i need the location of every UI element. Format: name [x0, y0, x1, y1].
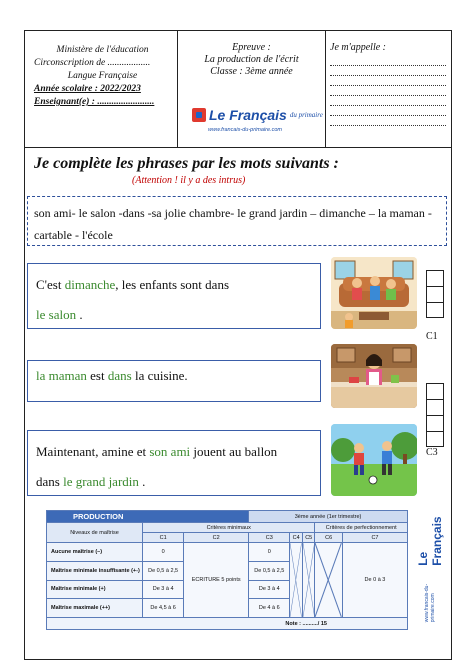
circonscription: Circonscription de ..................	[34, 58, 151, 68]
s3-text-3: dans	[36, 474, 64, 489]
row-c1: De 4,5 à 6	[143, 599, 184, 618]
s1-answer-2: le salon	[36, 307, 77, 322]
s2-answer-2: dans	[107, 368, 132, 383]
row-label: Aucune maîtrise (–)	[47, 543, 143, 562]
sentence-3	[27, 430, 321, 496]
subject: Langue Française	[67, 71, 138, 81]
s3-text: Maintenant, amine et	[36, 444, 150, 459]
s3-answer-1: son ami	[149, 444, 191, 459]
s2-answer-1: la maman	[36, 368, 87, 383]
s2-text: est	[86, 368, 108, 383]
exam-info	[178, 30, 326, 147]
s1-end: .	[76, 307, 83, 322]
grading-trimester: 3ème année (1er trimestre)	[249, 511, 408, 523]
minimal-criteria: Critères minimaux	[143, 523, 315, 533]
brand-logo	[192, 107, 323, 133]
logo-small: du primaire	[289, 111, 323, 119]
exam-label: Epreuve :	[232, 42, 271, 53]
crossed-cell-c5	[302, 543, 315, 618]
score-note[interactable]: Note : ........../ 15	[47, 618, 408, 630]
exercise-title: Je complète les phrases par les mots suivants :	[34, 155, 339, 172]
row-c3: 0	[249, 543, 290, 562]
name-label: Je m'appelle :	[330, 42, 387, 53]
teacher: Enseignant(e) : ........................	[34, 97, 155, 107]
s3-end: .	[138, 474, 146, 489]
garden-football-illustration	[331, 424, 417, 496]
logo-url: www.francais-du-primaire.com	[208, 127, 282, 133]
exercise-warning: (Attention ! il y a des intrus)	[132, 175, 246, 186]
col-c7: C7	[342, 533, 407, 543]
criteria-boxes-2[interactable]	[426, 383, 444, 447]
row-label: Maîtrise maximale (++)	[47, 599, 143, 618]
crossed-cell-c4	[290, 543, 303, 618]
c2-writing: ECRITURE 5 points	[184, 543, 249, 618]
sentence-1	[27, 263, 321, 329]
logo-icon	[192, 108, 206, 122]
perfection-criteria: Critères de perfectionnement	[315, 523, 408, 533]
school-info	[24, 30, 178, 147]
col-c4: C4	[290, 533, 303, 543]
row-label: Maîtrise minimale insuffisante (+-)	[47, 561, 143, 580]
c7-range: De 0 à 3	[342, 543, 407, 618]
row-c3: De 4 à 6	[249, 599, 290, 618]
side-brand-logo	[416, 512, 444, 622]
row-c3: De 0,5 à 2,5	[249, 561, 290, 580]
s1-text-2: , les enfants sont dans	[115, 277, 229, 292]
grading-title: PRODUCTION	[47, 511, 249, 523]
s1-answer-1: dimanche	[64, 277, 116, 292]
s2-end: la cuisine.	[131, 368, 188, 383]
col-c2: C2	[184, 533, 249, 543]
criteria-boxes-1[interactable]	[426, 270, 444, 318]
grading-table	[46, 510, 408, 630]
s3-answer-2: le grand jardin	[63, 474, 139, 489]
row-c1: De 0,5 à 2,5	[143, 561, 184, 580]
exam-name: La production de l'écrit	[204, 54, 299, 65]
row-c1: 0	[143, 543, 184, 562]
school-year: Année scolaire : 2022/2023	[34, 84, 141, 94]
word-bank: son ami- le salon -dans -sa jolie chambre- le grand jardin – dimanche – la maman -cartable - l'école	[27, 196, 447, 246]
criterion-label-c1: C1	[426, 331, 438, 342]
col-c6: C6	[315, 533, 342, 543]
header	[24, 30, 452, 148]
s1-text: C'est	[36, 277, 65, 292]
crossed-cell-c6	[315, 543, 342, 618]
ministry: Ministère de l'éducation	[56, 45, 149, 55]
row-c3: De 3 à 4	[249, 580, 290, 599]
side-logo-url: www.francais-du-primaire.com	[424, 583, 436, 622]
logo-text: Le Français	[209, 107, 287, 123]
side-logo-text: Le Français	[416, 516, 444, 566]
name-lines	[330, 57, 446, 126]
kitchen-illustration	[331, 344, 417, 408]
col-c5: C5	[302, 533, 315, 543]
row-label: Maîtrise minimale (+)	[47, 580, 143, 599]
class-level: Classe : 3ème année	[210, 66, 293, 77]
s3-text-2: jouent au ballon	[190, 444, 278, 459]
criterion-label-c3: C3	[426, 447, 438, 458]
row-c1: De 3 à 4	[143, 580, 184, 599]
levels-header: Niveaux de maîtrise	[47, 523, 143, 543]
student-name-box[interactable]	[326, 30, 452, 147]
sentence-2	[27, 360, 321, 402]
col-c1: C1	[143, 533, 184, 543]
col-c3: C3	[249, 533, 290, 543]
living-room-illustration	[331, 257, 417, 329]
